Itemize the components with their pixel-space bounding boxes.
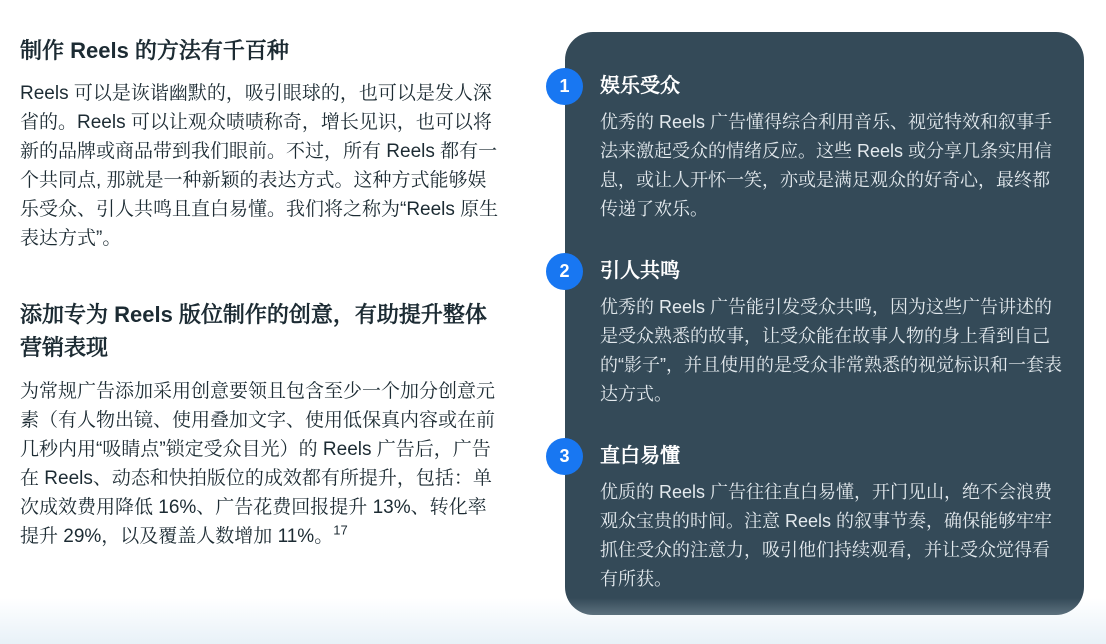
panel-item-3 <box>559 442 1062 594</box>
item-1-number-badge: 1 <box>546 68 583 105</box>
section2-paragraph-text: 为常规广告添加采用创意要领且包含至少一个加分创意元素（有人物出镜、使用叠加文字、使用低保真内容或在前几秒内用“吸睛点”锁定受众目光）的 Reels 广告后，广告在 Reels、动态和快拍版位的成效都有所提升，包括：单次成效费用降低 16%、广告花费回报提升 13%、转化率提升 29%，以及覆盖人数增加 11%。 <box>20 381 496 547</box>
section1-heading: 制作 Reels 的方法有千百种 <box>20 38 289 63</box>
item-2-body: 优秀的 Reels 广告能引发受众共鸣，因为这些广告讲述的是受众熟悉的故事，让受众能在故事人物的身上看到自己的“影子”，并且使用的是受众非常熟悉的视觉标识和一套表达方式。 <box>600 297 1062 404</box>
item-2-title: 引人共鸣 <box>600 260 680 282</box>
panel-item-2 <box>559 257 1062 409</box>
item-3-title: 直白易懂 <box>600 445 680 467</box>
item-1-body: 优秀的 Reels 广告懂得综合利用音乐、视觉特效和叙事手法来激起受众的情绪反应。这些 Reels 或分享几条实用信息，或让人开怀一笑，亦或是满足观众的好奇心，最终都传递了欢乐。 <box>600 112 1053 219</box>
item-3-number-badge: 3 <box>546 438 583 475</box>
item-3-body: 优质的 Reels 广告往往直白易懂，开门见山，绝不会浪费观众宝贵的时间。注意 Reels 的叙事节奏，确保能够牢牢抓住受众的注意力，吸引他们持续观看，并让受众觉得看有所获。 <box>600 482 1053 589</box>
item-2-number-badge: 2 <box>546 253 583 290</box>
left-column <box>20 36 504 551</box>
footnote-ref-17: 17 <box>333 522 348 538</box>
section2-paragraph <box>20 377 504 551</box>
section1-paragraph: Reels 可以是诙谐幽默的，吸引眼球的，也可以是发人深省的。Reels 可以让观众啧啧称奇，增长见识，也可以将新的品牌或商品带到我们眼前。不过，所有 Reels 都有一个共同点, 那就是一种新颖的表达方式。这种方式能够娱乐受众、引人共鸣且直白易懂。我们将之称为“Reels 原生表达方式”。 <box>20 83 499 249</box>
panel-item-1 <box>559 72 1062 224</box>
item-1-title: 娱乐受众 <box>600 75 680 97</box>
principles-panel <box>559 32 1084 615</box>
section2-heading: 添加专为 Reels 版位制作的创意，有助提升整体营销表现 <box>20 302 487 360</box>
